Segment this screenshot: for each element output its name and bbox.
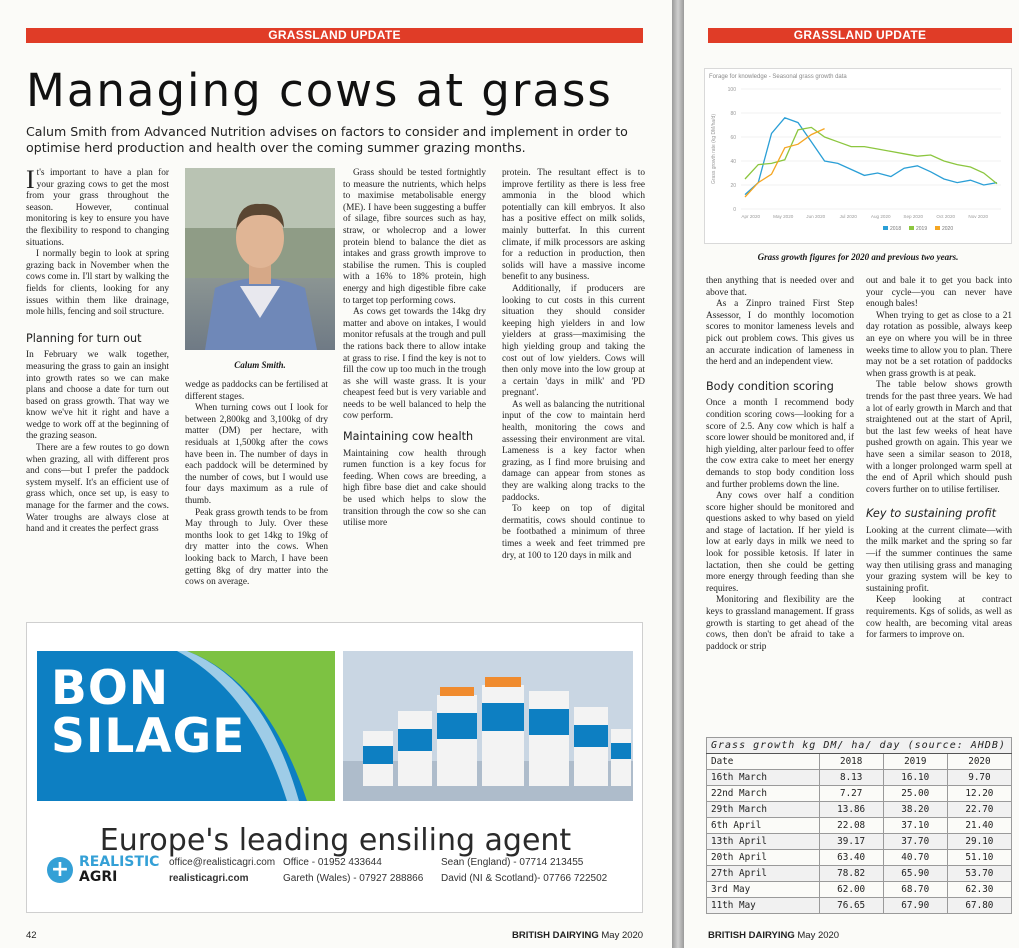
x-tick-label: Sep 2020: [903, 214, 924, 219]
paragraph: As cows get towards the 14kg dry matter and above on intakes, I would monitor refusals at the trough and pull the rations back there to allow intake at grass to rise. I find the key is not to fill the cow up too much in the trough as she will waste grass. It is your cheapest feed but is very variable and needs to be well balanced to help the cow perform.: [343, 307, 486, 422]
paragraph: t's important to have a plan for your grazing cows to get the most from your grass throughout the season. However, continual monitoring is key to ensure you have the flexibility to respond to changing situations.: [26, 168, 169, 248]
table-cell: 68.70: [883, 882, 947, 898]
article-column-1: [26, 165, 169, 536]
ad-phone-list-2: [441, 855, 607, 887]
table-cell: 13th April: [707, 834, 820, 850]
ad-tagline: Europe's leading ensiling agent: [99, 823, 572, 858]
x-tick-label: May 2020: [773, 214, 794, 219]
paragraph: Additionally, if producers are looking to cut costs in this current situation they should consider keeping high yielders in and low yielders at grass—maximising the high yielding group and taking the cost out of low yielders. Cows will then only move into the low group at a certain 'days in milk' and 'PD pregnant'.: [502, 283, 645, 399]
david-phone: David (NI & Scotland)- 07766 722502: [441, 873, 608, 884]
paragraph: Looking at the current climate—with the milk market and the spring so far—if the summer continues the same way then utilising grass and managing your grazing system will be key to sustaining profit.: [866, 525, 1012, 594]
grass-growth-table: [706, 737, 1012, 914]
ad-contact-links: [169, 855, 275, 887]
sean-phone: Sean (England) - 07714 213455: [441, 857, 584, 868]
table-cell: 67.90: [883, 898, 947, 914]
article-column-2: [185, 380, 328, 589]
table-cell: 37.70: [883, 834, 947, 850]
table-cell: 78.82: [819, 866, 883, 882]
paragraph: Grass should be tested fortnightly to measure the nutrients, which helps to maximise metabolisable energy (ME). I have been suggesting a buffer of silage, fibre sources such as hay, straw, or wholecrop and a lower protein blend to balance the diet as intakes and grass growth improve to stabilise the rumen. This is coupled with a 16% to 18% protein, high energy and high digestible fibre cake to target top performing cows.: [343, 168, 486, 306]
table-row: [707, 834, 1012, 850]
footer-publication: BRITISH DAIRYING May 2020: [512, 930, 644, 941]
paragraph: I normally begin to look at spring grazing back in November when the cows come in. I'll start by walking the fields for clients, looking for any issues within them like drainage, mole hills, fencing and soil structure.: [26, 249, 169, 318]
table-cell: 20th April: [707, 850, 820, 866]
table-cell: 16.10: [883, 770, 947, 786]
table-cell: 22.70: [947, 802, 1011, 818]
table-cell: 38.20: [883, 802, 947, 818]
brand-logo: BON SILAGE: [51, 661, 246, 764]
table-cell: 6th April: [707, 818, 820, 834]
x-tick-label: Oct 2020: [936, 214, 956, 219]
table-cell: 53.70: [947, 866, 1011, 882]
column-header: 2018: [819, 754, 883, 770]
x-tick-label: Jun 2020: [806, 214, 826, 219]
paragraph: Any cows over half a condition score higher should be monitored and questions asked to why based on yield and stage of lactation. If her yield is low at early days in milk we need to look for possible ketosis. If later in lactation, then she could be getting more energy through feeding than she requires.: [706, 491, 854, 594]
gareth-phone: Gareth (Wales) - 07927 288866: [283, 873, 424, 884]
table-cell: 25.00: [883, 786, 947, 802]
y-tick-label: 60: [730, 135, 736, 141]
series-line-2020: [745, 129, 825, 197]
table-cell: 62.00: [819, 882, 883, 898]
table-cell: 29.10: [947, 834, 1011, 850]
legend-label-2019: 2019: [916, 226, 928, 232]
series-line-2018: [745, 118, 997, 195]
paragraph: Keep looking at contract requirements. Kgs of solids, as well as cow health, are becoming vital areas for farmers to improve on.: [866, 595, 1012, 641]
table-cell: 51.10: [947, 850, 1011, 866]
table-cell: 62.30: [947, 882, 1011, 898]
subheading: Planning for turn out: [26, 331, 142, 345]
advertisement[interactable]: [26, 622, 643, 913]
standfirst: Calum Smith from Advanced Nutrition advises on factors to consider and implement in order to optimise herd production and health over the coming summer grazing months.: [26, 124, 628, 155]
y-tick-label: 80: [730, 111, 736, 117]
table-row: [707, 818, 1012, 834]
table-row: [707, 770, 1012, 786]
table-cell: 39.17: [819, 834, 883, 850]
table-cell: 37.10: [883, 818, 947, 834]
table-cell: 3rd May: [707, 882, 820, 898]
table-row: [707, 882, 1012, 898]
table-cell: 67.80: [947, 898, 1011, 914]
y-tick-label: 0: [733, 207, 736, 213]
table-cell: 29th March: [707, 802, 820, 818]
subheading: Maintaining cow health: [343, 430, 474, 444]
paragraph: Once a month I recommend body condition scoring cows—looking for a score of 2.5. Any cow which is half a score lower should be monitored and, if high yielding, alter parlour feed to offer the cow extra cake to meet her energy demands to stop body condition loss and further problems down the line.: [706, 398, 854, 490]
article-column-6: [866, 276, 1012, 642]
paragraph: Peak grass growth tends to be from May through to July. Over these months look to get 14kg to 19kg of dry matter into the cows. When looking back to March, I have been getting 8kg of dry matter into the cows on average.: [185, 507, 328, 588]
paragraph: Maintaining cow health through rumen function is a key focus for feeding. When cows are breeding, a high fibre base diet and cake should be used which helps to slow the transition through the cow so she can utilise more: [343, 448, 486, 529]
table-title: Grass growth kg DM/ ha/ day (source: AHDB): [707, 738, 1012, 754]
x-tick-label: Nov 2020: [968, 214, 989, 219]
paragraph: wedge as paddocks can be fertilised at different stages.: [185, 380, 328, 402]
article-column-4: [502, 168, 645, 562]
table-row: [707, 802, 1012, 818]
table-cell: 11th May: [707, 898, 820, 914]
table-row: [707, 898, 1012, 914]
table-cell: 22.08: [819, 818, 883, 834]
y-tick-label: 100: [727, 87, 736, 93]
x-tick-label: Apr 2020: [741, 214, 761, 219]
email-link[interactable]: office@realisticagri.com: [169, 857, 276, 868]
table-cell: 12.20: [947, 786, 1011, 802]
paragraph: out and bale it to get you back into your cycle—you can never have enough bales!: [866, 276, 1012, 310]
table-cell: 21.40: [947, 818, 1011, 834]
table-cell: 13.86: [819, 802, 883, 818]
subheading: Key to sustaining profit: [866, 507, 996, 521]
x-tick-label: Jul 2020: [839, 214, 857, 219]
x-tick-label: Aug 2020: [870, 214, 891, 219]
subheading: Body condition scoring: [706, 379, 834, 393]
paragraph: Monitoring and flexibility are the keys to grassland management. If grass growth is starting to get ahead of the cows, then don't be afraid to take a paddock or strip: [706, 595, 854, 652]
product-image: [343, 651, 633, 801]
series-line-2019: [745, 127, 997, 183]
table-cell: 40.70: [883, 850, 947, 866]
grass-growth-chart: [704, 68, 1012, 244]
table-row: [707, 786, 1012, 802]
paragraph: In February we walk together, measuring the grass to gain an insight into growth rates so we can make plans and choose a date for turn out based on grass growth. That way we know we've hit it right and have a wedge to work off at the beginning of the grazing season.: [26, 350, 169, 442]
section-banner: GRASSLAND UPDATE: [708, 28, 1012, 43]
y-axis-label: Grass growth rate (kg DM/ha/d): [711, 113, 717, 185]
plus-icon: +: [47, 857, 73, 883]
table-cell: 9.70: [947, 770, 1011, 786]
legend-swatch-2019: [909, 226, 914, 230]
article-headline: Managing cows at grass: [26, 64, 613, 117]
column-header: 2020: [947, 754, 1011, 770]
article-column-3: [343, 168, 486, 530]
chart-caption: Grass growth figures for 2020 and previous two years.: [757, 252, 959, 262]
legend-label-2018: 2018: [890, 226, 902, 232]
website-link[interactable]: realisticagri.com: [169, 873, 249, 884]
table-cell: 7.27: [819, 786, 883, 802]
realistic-agri-logo: REALISTIC AGRI: [79, 854, 160, 885]
page-number: 42: [26, 930, 37, 941]
paragraph: As a Zinpro trained First Step Assessor, I do monthly locomotion scores to monitor lameness levels and pick out problem cows. This gives us an accurate indication of lameness in the herd and an independent view.: [706, 299, 854, 368]
office-phone: Office - 01952 433644: [283, 857, 382, 868]
table-cell: 27th April: [707, 866, 820, 882]
table-header-row: [707, 754, 1012, 770]
column-header: 2019: [883, 754, 947, 770]
column-header: Date: [707, 754, 820, 770]
paragraph: As well as balancing the nutritional input of the cow to maintain herd health, monitoring the cows and assessing their environment are vital. Lameness is a key factor when grazing, as I find more bruising and damage can appear from stones as they are walking along tracks to the paddocks.: [502, 399, 645, 503]
table-cell: 16th March: [707, 770, 820, 786]
article-column-5: [706, 276, 854, 653]
table-cell: 8.13: [819, 770, 883, 786]
photo-caption: Calum Smith.: [234, 360, 286, 370]
table-row: [707, 850, 1012, 866]
paragraph: protein. The resultant effect is to improve fertility as there is less free ammonia in the blood which potentially can kill embryos. It also has a positive effect on milk solids, mainly butterfat. In this current climate, if milk processors are asking for a reduction in production, then solids will have a massive income benefit to any business.: [502, 168, 645, 283]
page-gutter: [672, 0, 684, 948]
chart-title: Forage for knowledge - Seasonal grass growth data: [709, 74, 847, 80]
table-cell: 63.40: [819, 850, 883, 866]
legend-swatch-2018: [883, 226, 888, 230]
y-tick-label: 40: [730, 159, 736, 165]
paragraph: To keep on top of digital dermatitis, cows should continue to be footbathed a minimum of three times a week and feet trimmed pre dry, at 100 to 120 days in milk and: [502, 504, 645, 561]
paragraph: then anything that is needed over and above that.: [706, 276, 854, 298]
right-page: [684, 0, 1019, 948]
chart-svg: [705, 69, 1011, 243]
ad-phone-list: [283, 855, 423, 887]
ad-brand-panel: [37, 651, 335, 801]
drop-cap: I: [26, 165, 35, 194]
paragraph: There are a few routes to go down when grazing, all with different pros and cons—but I prefer the paddock system myself. It's an efficient use of grass which, once set up, is easy to manage for the farmer and the cows. Water troughs are always close at hand and it creates the perfect grass: [26, 443, 169, 535]
paragraph: When trying to get as close to a 21 day rotation as possible, always keep an eye on where you will be in three weeks time to allow you to plan. There may not be a set rotation of paddocks when grass growth is at peak.: [866, 310, 1012, 379]
section-banner: GRASSLAND UPDATE: [26, 28, 643, 43]
table-cell: 22nd March: [707, 786, 820, 802]
y-tick-label: 20: [730, 183, 736, 189]
footer-publication: BRITISH DAIRYING May 2020: [708, 930, 840, 941]
legend-swatch-2020: [935, 226, 940, 230]
table-cell: 76.65: [819, 898, 883, 914]
paragraph: The table below shows growth trends for the past three years. We had a lot of early growth in March and that straightened out at the start of April, but the last few weeks of heat have pushed growth on again. This year we have seen a similar season to 2018, with a longer prolonged warm spell at the end of April which should push covers further on to utilise fertiliser.: [866, 380, 1012, 495]
table-cell: 65.90: [883, 866, 947, 882]
legend-label-2020: 2020: [942, 226, 954, 232]
paragraph: When turning cows out I look for between 2,800kg and 3,100kg of dry matter (DM) per hectare, with residuals at 1,500kg after the cows have been in. The number of days in each paddock will be determined by the number of cows, but I would use four days maximum as a rule of thumb.: [185, 403, 328, 506]
author-photo: [185, 168, 335, 350]
table-row: [707, 866, 1012, 882]
